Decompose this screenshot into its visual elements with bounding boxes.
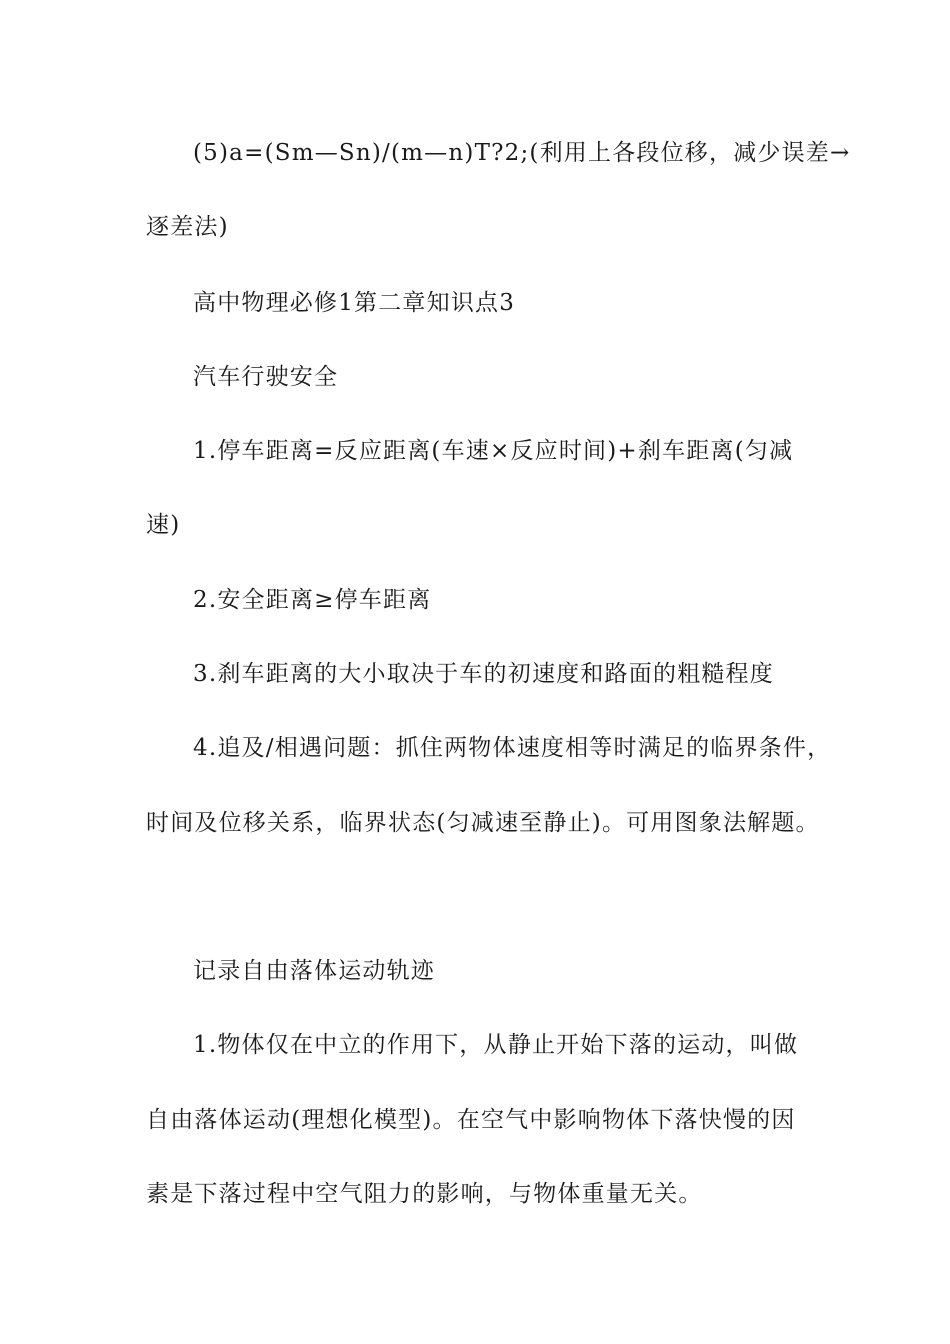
paragraph-line-continuation: 时间及位移关系，临界状态(匀减速至静止)。可用图象法解题。: [146, 810, 820, 836]
paragraph-line: 3.刹车距离的大小取决于车的初速度和路面的粗糙程度: [193, 661, 774, 687]
subsection-heading: 汽车行驶安全: [193, 364, 339, 390]
paragraph-line-continuation: 自由落体运动(理想化模型)。在空气中影响物体下落快慢的因: [146, 1107, 796, 1133]
formula-line: (5)a=(Sm—Sn)/(m—n)T?2;(利用上各段位移，减少误差→: [193, 140, 851, 166]
paragraph-line: 1.物体仅在中立的作用下，从静止开始下落的运动，叫做: [193, 1032, 799, 1058]
section-heading: 高中物理必修1第二章知识点3: [193, 290, 516, 316]
paragraph-line-continuation: 速): [146, 512, 181, 538]
paragraph-line: 2.安全距离≥停车距离: [193, 587, 432, 613]
subsection-heading: 记录自由落体运动轨迹: [193, 958, 435, 984]
paragraph-line: 1.停车距离=反应距离(车速×反应时间)+刹车距离(匀减: [193, 438, 794, 464]
paragraph-line-continuation: 素是下落过程中空气阻力的影响，与物体重量无关。: [146, 1181, 703, 1207]
paragraph-line: 4.追及/相遇问题：抓住两物体速度相等时满足的临界条件，: [193, 735, 832, 761]
formula-line-continuation: 逐差法): [146, 214, 229, 240]
